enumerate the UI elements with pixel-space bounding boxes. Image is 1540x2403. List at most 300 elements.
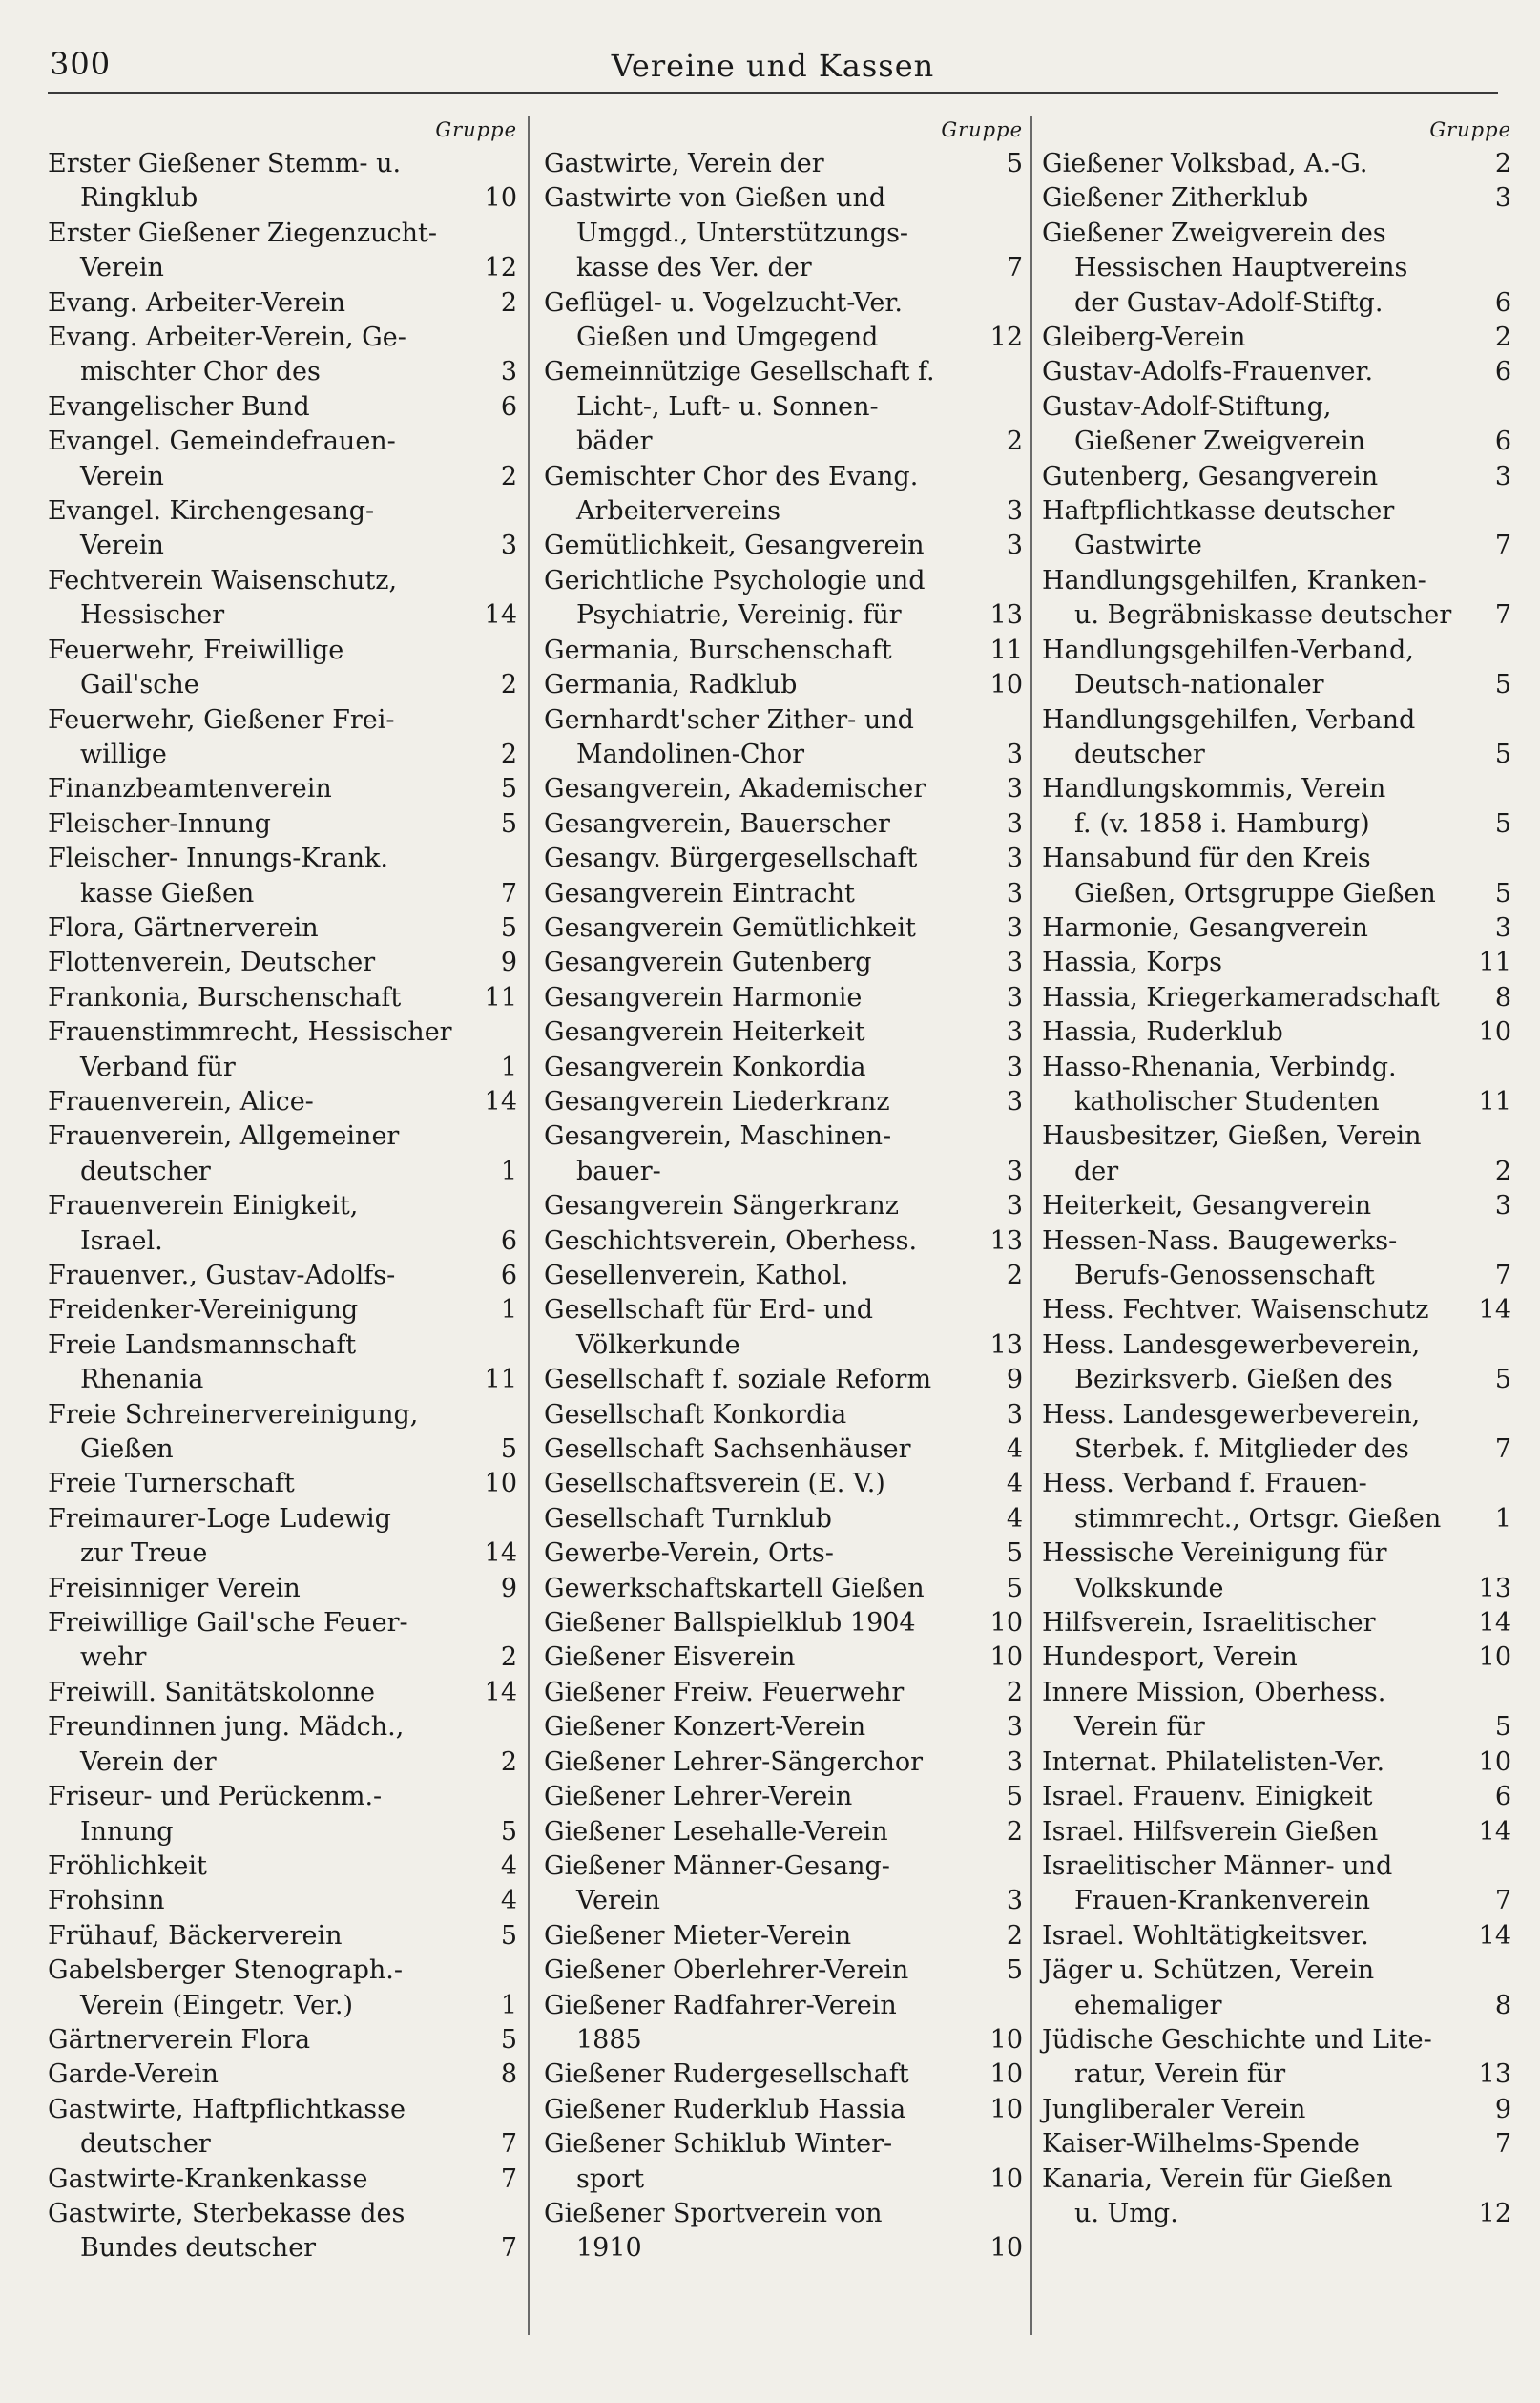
index-entry <box>1042 946 1511 980</box>
entry-name <box>48 494 475 564</box>
entry-line: Gießener Zweigverein des <box>1042 218 1386 248</box>
index-entry <box>48 1502 517 1572</box>
index-entry <box>1042 460 1511 494</box>
entry-line: Jüdische Geschichte und Lite- <box>1042 2024 1432 2055</box>
entry-line: Ringklub <box>80 183 198 214</box>
group-number: 7 <box>500 878 517 909</box>
entry-name <box>544 1536 981 1571</box>
group-number: 6 <box>1494 1782 1511 1812</box>
entry-name <box>544 946 981 980</box>
entry-name <box>48 1119 475 1189</box>
group-number: 9 <box>500 948 517 978</box>
group-number: 11 <box>1478 948 1511 978</box>
entry-line: Israel. Frauenv. Einigkeit <box>1042 1782 1373 1812</box>
group-number: 2 <box>1006 427 1023 457</box>
entry-name <box>544 460 981 530</box>
entry-name <box>1042 321 1469 355</box>
group-number: 3 <box>1006 1399 1023 1430</box>
entry-name <box>48 321 475 390</box>
entry-line: Mandolinen-Chor <box>576 739 805 769</box>
entry-name <box>1042 147 1469 181</box>
entry-line: Jäger u. Schützen, Verein <box>1042 1955 1375 1986</box>
index-entry <box>544 529 1023 563</box>
entry-line: Hasso-Rhenania, Verbindg. <box>1042 1052 1397 1082</box>
entry-line: Harmonie, Gesangverein <box>1042 912 1368 943</box>
group-number: 3 <box>1494 1191 1511 1222</box>
entry-line: Gießener Ballspielklub 1904 <box>544 1608 916 1639</box>
entry-name <box>544 1676 981 1710</box>
entry-line: Gesangverein Sängerkranz <box>544 1191 900 1222</box>
index-entry <box>48 321 517 390</box>
entry-name <box>48 425 475 494</box>
entry-line: Gemeinnützige Gesellschaft f. <box>544 357 935 387</box>
index-entry <box>544 147 1023 181</box>
entry-line: Verein <box>80 531 164 561</box>
entry-name <box>1042 460 1469 494</box>
entry-name <box>48 946 475 980</box>
index-entry <box>48 1328 517 1398</box>
entry-line: Gernhardt'scher Zither- und <box>544 704 914 735</box>
index-entry <box>1042 1189 1511 1223</box>
index-entry <box>48 1606 517 1676</box>
entry-name <box>544 1085 981 1119</box>
entry-name <box>544 1432 981 1467</box>
index-entry <box>48 1849 517 1884</box>
index-entry <box>48 390 517 425</box>
entry-line: Gießen und Umgegend <box>576 323 879 353</box>
entry-name <box>1042 564 1469 634</box>
group-number: 5 <box>1494 808 1511 839</box>
index-entry <box>544 1224 1023 1259</box>
entry-line: Germania, Radklub <box>544 670 798 700</box>
entry-name <box>48 1606 475 1676</box>
group-number: 2 <box>1494 1156 1511 1186</box>
group-number: 5 <box>1494 670 1511 700</box>
group-number: 9 <box>500 1573 517 1603</box>
group-number: 10 <box>989 2059 1023 2090</box>
entry-name <box>1042 772 1469 842</box>
entry-line: deutscher <box>80 2129 211 2160</box>
group-number: 3 <box>1006 1156 1023 1186</box>
index-entry <box>1042 1606 1511 1640</box>
column-divider <box>1030 116 1032 2335</box>
entry-line: Freidenker-Vereinigung <box>48 1295 359 1326</box>
entry-line: Hansabund für den Kreis <box>1042 844 1371 874</box>
group-number: 3 <box>1006 1712 1023 1743</box>
entry-name <box>1042 946 1469 980</box>
entry-name <box>48 911 475 946</box>
group-number: 3 <box>1006 1191 1023 1222</box>
entry-name <box>1042 355 1469 389</box>
group-number: 5 <box>1494 1712 1511 1743</box>
index-entry <box>544 460 1023 530</box>
page-number: 300 <box>50 46 112 82</box>
index-entry <box>544 1606 1023 1640</box>
entry-line: Gesellschaft Turnklub <box>544 1503 832 1534</box>
index-entry <box>1042 1676 1511 1745</box>
group-number: 1 <box>500 1156 517 1186</box>
group-number: 5 <box>1006 1573 1023 1603</box>
index-entry <box>544 807 1023 842</box>
entry-line: Gesangverein, Maschinen- <box>544 1121 892 1152</box>
group-number: 8 <box>1494 1990 1511 2020</box>
index-entry <box>544 1015 1023 1050</box>
group-number: 5 <box>1006 1538 1023 1569</box>
entry-line: Hausbesitzer, Gießen, Verein <box>1042 1121 1422 1152</box>
entry-line: Hassia, Kriegerkameradschaft <box>1042 982 1440 1013</box>
entry-line: Gastwirte, Haftpflichtkasse <box>48 2094 406 2124</box>
index-entry <box>544 1676 1023 1710</box>
entry-name <box>1042 1954 1469 2023</box>
group-number: 5 <box>1006 149 1023 178</box>
entry-line: ratur, Verein für <box>1074 2059 1286 2090</box>
index-entry <box>544 1432 1023 1467</box>
index-entry <box>48 1293 517 1327</box>
index-entry <box>1042 772 1511 842</box>
index-entry <box>1042 1328 1511 1398</box>
entry-name <box>544 842 981 876</box>
entry-line: Handlungsgehilfen, Verband <box>1042 704 1416 735</box>
entry-name <box>544 1293 981 1363</box>
index-entry <box>544 1051 1023 1085</box>
entry-line: Erster Gießener Ziegenzucht- <box>48 218 437 248</box>
entry-line: Freiwill. Sanitätskolonne <box>48 1677 375 1707</box>
entry-line: Garde-Verein <box>48 2059 219 2090</box>
group-number: 3 <box>1494 183 1511 214</box>
index-entry <box>48 946 517 980</box>
entry-name <box>544 1710 981 1745</box>
entry-name <box>48 842 475 911</box>
entry-line: Verein für <box>1074 1712 1205 1743</box>
entry-line: Gastwirte-Krankenkasse <box>48 2163 368 2194</box>
group-number: 13 <box>1478 2059 1511 2090</box>
entry-line: Hess. Landesgewerbeverein, <box>1042 1399 1421 1430</box>
entry-line: Evang. Arbeiter-Verein <box>48 287 346 318</box>
group-number: 7 <box>1494 531 1511 561</box>
group-number: 2 <box>1006 1261 1023 1290</box>
entry-name <box>1042 1849 1469 1919</box>
entry-name <box>1042 1051 1469 1120</box>
index-entry <box>544 355 1023 459</box>
group-number: 6 <box>1494 287 1511 318</box>
entry-name <box>544 1919 981 1954</box>
index-entry <box>544 911 1023 946</box>
index-entry <box>48 911 517 946</box>
entry-line: Deutsch-nationaler <box>1074 670 1324 700</box>
group-number: 5 <box>500 912 517 943</box>
entry-name <box>544 1224 981 1259</box>
entry-name <box>1042 1467 1469 1536</box>
entry-name <box>1042 1676 1469 1745</box>
entry-line: Gießener Ruderklub Hassia <box>544 2094 906 2124</box>
index-entry <box>544 2058 1023 2092</box>
group-number: 2 <box>500 461 517 491</box>
entry-line: Flottenverein, Deutscher <box>48 948 376 978</box>
entry-name <box>48 286 475 321</box>
group-number: 14 <box>1478 1816 1511 1847</box>
entry-line: Hess. Landesgewerbeverein, <box>1042 1329 1421 1360</box>
index-entry <box>48 147 517 217</box>
index-column-1 <box>48 113 517 2267</box>
entry-name <box>544 703 981 773</box>
entry-line: Gießener Radfahrer-Verein <box>544 1990 897 2020</box>
index-entry <box>1042 1467 1511 1536</box>
index-entry <box>1042 1224 1511 1294</box>
entry-line: Frankonia, Burschenschaft <box>48 982 402 1013</box>
entry-line: Bundes deutscher <box>80 2233 317 2264</box>
entry-name <box>1042 1780 1469 1814</box>
entry-name <box>1042 390 1469 460</box>
entry-name <box>1042 1293 1469 1327</box>
entry-name <box>544 668 981 702</box>
entry-name <box>1042 181 1469 216</box>
entry-line: Freie Turnerschaft <box>48 1469 295 1499</box>
index-entry <box>544 2197 1023 2267</box>
group-number: 5 <box>500 1920 517 1951</box>
group-number: 4 <box>1006 1469 1023 1499</box>
page-header <box>48 42 1498 94</box>
entry-name <box>544 1502 981 1536</box>
index-entry <box>1042 1745 1511 1780</box>
entry-line: Licht-, Luft- u. Sonnen- <box>576 391 879 422</box>
group-number: 3 <box>1006 844 1023 874</box>
index-entry <box>544 2093 1023 2127</box>
entry-line: Kanaria, Verein für Gießen <box>1042 2163 1393 2194</box>
index-entry <box>544 1849 1023 1919</box>
entry-name <box>544 1051 981 1085</box>
entry-line: Gemütlichkeit, Gesangverein <box>544 531 925 561</box>
index-entry <box>48 1085 517 1119</box>
entry-line: Verein (Eingetr. Ver.) <box>80 1990 354 2020</box>
entry-line: Hess. Verband f. Frauen- <box>1042 1469 1367 1499</box>
entry-line: Israelitischer Männer- und <box>1042 1850 1393 1881</box>
entry-line: Gesellschaft Konkordia <box>544 1399 847 1430</box>
entry-line: Gesellschaft für Erd- und <box>544 1295 874 1326</box>
index-entry <box>48 703 517 773</box>
group-number: 6 <box>1494 427 1511 457</box>
entry-name <box>544 1119 981 1189</box>
entry-line: Gleiberg-Verein <box>1042 323 1246 353</box>
entry-line: Friseur- und Perückenm.- <box>48 1782 383 1812</box>
entry-line: Freisinniger Verein <box>48 1573 301 1603</box>
entry-line: Gesangv. Bürgergesellschaft <box>544 844 918 874</box>
entry-name <box>1042 494 1469 564</box>
group-number: 7 <box>1494 1886 1511 1916</box>
entry-name <box>544 1189 981 1223</box>
entry-name <box>48 2163 475 2197</box>
group-number: 7 <box>500 2233 517 2264</box>
group-number: 12 <box>989 323 1023 353</box>
entry-name <box>48 390 475 425</box>
index-entry <box>544 1502 1023 1536</box>
entry-line: Hundesport, Verein <box>1042 1642 1298 1673</box>
entry-line: Gustav-Adolf-Stiftung, <box>1042 391 1332 422</box>
entry-name <box>48 564 475 634</box>
entry-line: Erster Gießener Stemm- u. <box>48 149 402 178</box>
group-number: 3 <box>1006 1052 1023 1082</box>
group-number: 1 <box>500 1990 517 2020</box>
group-number: 5 <box>500 1816 517 1847</box>
entry-line: Germania, Burschenschaft <box>544 635 892 665</box>
entry-line: Frauenverein, Allgemeiner <box>48 1121 400 1152</box>
index-entry <box>544 1919 1023 1954</box>
group-number: 5 <box>1494 878 1511 909</box>
index-entry <box>1042 981 1511 1015</box>
entry-name <box>48 2058 475 2092</box>
group-number: 3 <box>1006 496 1023 527</box>
entry-line: Arbeitervereins <box>576 496 781 527</box>
entry-line: Fleischer- Innungs-Krank. <box>48 844 388 874</box>
entry-name <box>1042 911 1469 946</box>
index-entry <box>544 1189 1023 1223</box>
entry-line: Israel. Hilfsverein Gießen <box>1042 1816 1379 1847</box>
entry-line: Gabelsberger Stenograph.- <box>48 1955 403 1986</box>
group-number: 3 <box>1006 808 1023 839</box>
group-number: 3 <box>1006 982 1023 1013</box>
entry-line: Freie Landsmannschaft <box>48 1329 357 1360</box>
index-entry <box>48 286 517 321</box>
index-entry <box>1042 390 1511 460</box>
index-column-2 <box>544 113 1023 2267</box>
group-number: 6 <box>1494 357 1511 387</box>
index-entry <box>544 1745 1023 1780</box>
index-entry <box>544 2127 1023 2197</box>
index-entry <box>48 1398 517 1468</box>
index-entry <box>1042 842 1511 911</box>
index-entry <box>48 1676 517 1710</box>
entry-line: Evangel. Kirchengesang- <box>48 496 375 527</box>
gruppe-column-header: Gruppe <box>435 118 517 141</box>
index-entry <box>1042 2127 1511 2162</box>
entry-name <box>1042 1189 1469 1223</box>
entry-line: Bezirksverb. Gießen des <box>1074 1365 1393 1395</box>
group-number: 10 <box>989 1608 1023 1639</box>
group-number: 13 <box>1478 1573 1511 1603</box>
group-number: 14 <box>484 1538 517 1569</box>
entry-line: Gießener Zweigverein <box>1074 427 1365 457</box>
entry-name <box>48 1676 475 1710</box>
entry-name <box>544 1572 981 1606</box>
entry-name <box>544 564 981 634</box>
index-entry <box>1042 911 1511 946</box>
group-number: 11 <box>989 635 1023 665</box>
group-number: 10 <box>989 2163 1023 2194</box>
entry-name <box>48 217 475 286</box>
index-entry <box>1042 1640 1511 1675</box>
group-number: 7 <box>500 2129 517 2160</box>
entry-name <box>1042 2093 1469 2127</box>
group-number: 4 <box>1006 1434 1023 1465</box>
entry-line: Hessen-Nass. Baugewerks- <box>1042 1225 1398 1256</box>
group-number: 2 <box>500 287 517 318</box>
entry-name <box>544 147 981 181</box>
group-number: 14 <box>484 1677 517 1707</box>
entry-name <box>544 1015 981 1050</box>
group-number: 5 <box>1006 1782 1023 1812</box>
group-number: 2 <box>1494 149 1511 178</box>
entry-line: Gießener Oberlehrer-Verein <box>544 1955 909 1986</box>
group-number: 7 <box>1494 2129 1511 2160</box>
group-number: 11 <box>484 1365 517 1395</box>
entry-name <box>544 1849 981 1919</box>
index-entry <box>544 877 1023 911</box>
entry-line: Innung <box>80 1816 174 1847</box>
entry-line: Gießener Lesehalle-Verein <box>544 1816 888 1847</box>
group-number: 13 <box>989 600 1023 631</box>
entry-line: bäder <box>576 427 653 457</box>
entry-line: mischter Chor des <box>80 357 321 387</box>
entry-line: Hessischen Hauptvereins <box>1074 253 1408 283</box>
entry-line: Sterbek. f. Mitglieder des <box>1074 1434 1409 1465</box>
entry-line: Gesangverein Heiterkeit <box>544 1017 865 1048</box>
index-entry <box>48 2163 517 2197</box>
index-entry <box>544 286 1023 356</box>
entry-name <box>48 1189 475 1259</box>
entry-line: Fechtverein Waisenschutz, <box>48 565 398 596</box>
group-number: 5 <box>1006 1955 1023 1986</box>
index-entry <box>544 1398 1023 1432</box>
group-number: 2 <box>500 739 517 769</box>
entry-line: u. Begräbniskasse deutscher <box>1074 600 1452 631</box>
group-number: 3 <box>1006 912 1023 943</box>
entry-name <box>48 1085 475 1119</box>
index-entry <box>544 1640 1023 1675</box>
group-number: 3 <box>1006 774 1023 804</box>
group-number: 5 <box>500 2024 517 2055</box>
entry-line: Umggd., Unterstützungs- <box>576 218 909 248</box>
entry-name <box>544 1640 981 1675</box>
entry-name <box>544 286 981 356</box>
index-entry <box>544 181 1023 285</box>
group-number: 6 <box>500 1225 517 1256</box>
group-number: 12 <box>1478 2198 1511 2228</box>
entry-line: Geschichtsverein, Oberhess. <box>544 1225 918 1256</box>
entry-name <box>544 877 981 911</box>
entry-name <box>48 634 475 703</box>
group-number: 10 <box>989 1642 1023 1673</box>
entry-line: Gesangverein Liederkranz <box>544 1086 890 1117</box>
index-entry <box>48 981 517 1015</box>
running-title: Vereine und Kassen <box>611 48 935 84</box>
entry-name <box>1042 2127 1469 2162</box>
entry-line: f. (v. 1858 i. Hamburg) <box>1074 808 1370 839</box>
group-number: 13 <box>989 1329 1023 1360</box>
entry-line: der Gustav-Adolf-Stiftg. <box>1074 287 1384 318</box>
entry-line: Gesangverein Gemütlichkeit <box>544 912 916 943</box>
entry-name <box>48 807 475 842</box>
index-entry <box>48 842 517 911</box>
entry-line: Frauenverein, Alice- <box>48 1086 314 1117</box>
entry-line: Gastwirte, Verein der <box>544 149 824 178</box>
group-number: 5 <box>500 808 517 839</box>
index-entry <box>48 217 517 286</box>
index-entry <box>544 981 1023 1015</box>
group-number: 7 <box>1494 1434 1511 1465</box>
index-entry <box>48 772 517 806</box>
entry-name <box>544 529 981 563</box>
entry-name <box>48 2197 475 2267</box>
entry-line: Handlungskommis, Verein <box>1042 774 1386 804</box>
group-number: 7 <box>1006 253 1023 283</box>
group-number: 10 <box>989 670 1023 700</box>
entry-name <box>48 1398 475 1468</box>
index-entry <box>1042 1954 1511 2023</box>
entry-name <box>48 981 475 1015</box>
gruppe-column-header: Gruppe <box>941 118 1023 141</box>
index-entry <box>544 1572 1023 1606</box>
entry-line: Psychiatrie, Vereinig. für <box>576 600 902 631</box>
group-number: 14 <box>1478 1295 1511 1326</box>
